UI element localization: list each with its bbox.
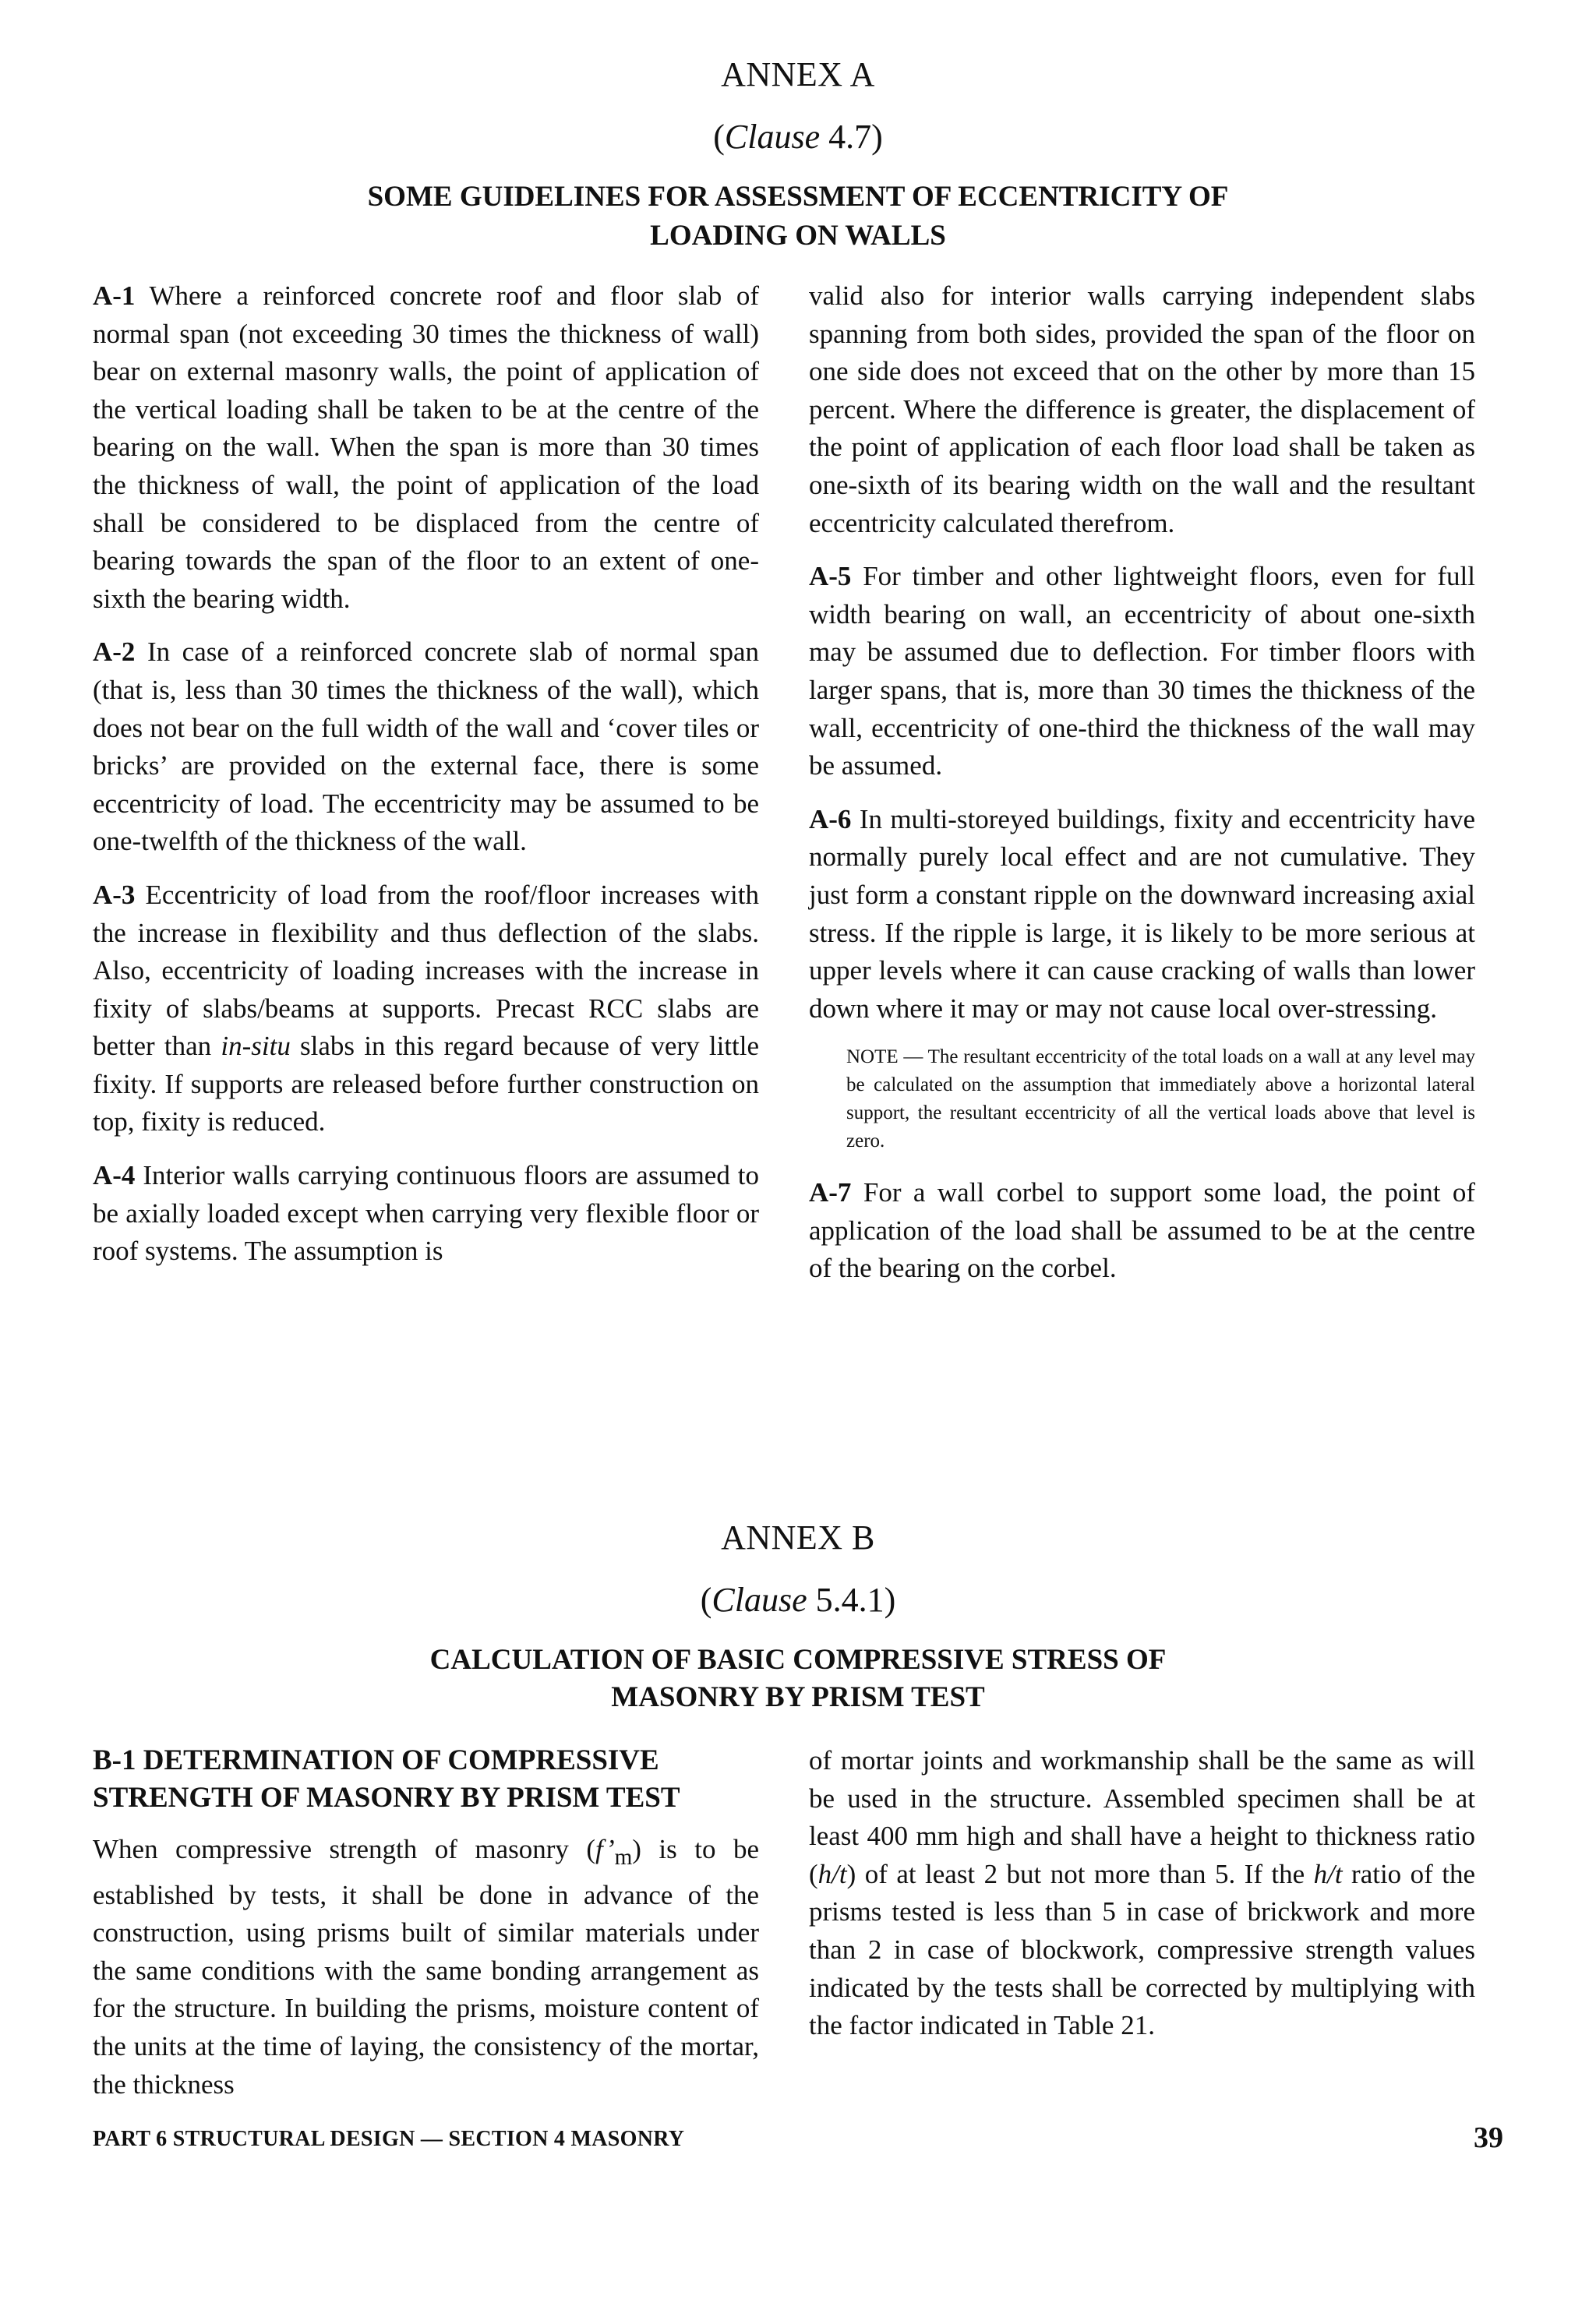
b1-cont-1: of mortar joints and workmanship shall be the same as will be used in the structure. Assembled specimen shall be at least 400 mm high and shall have a height to thickness ratio ( xyxy=(809,1745,1475,1889)
clause-a2-text: In case of a reinforced concrete slab of normal span (that is, less than 30 times the thickness of the wall), which does not bear on the full width of the wall and ‘cover tiles or bricks’ are provided on the external face, there is some eccentricity of load. The eccentricity may be assumed to be one-twelfth of the thickness of the wall. xyxy=(93,637,760,857)
annex-a-clause: (Clause 4.7) xyxy=(713,118,883,156)
b1-symbol: f’ xyxy=(595,1834,615,1864)
annex-a-left-column xyxy=(93,277,759,1286)
clause-a5-number: A-5 xyxy=(809,561,852,592)
b1-cont-2: ) of at least 2 but not more than 5. If the xyxy=(846,1858,1305,1889)
paragraph-b1 xyxy=(93,1831,759,2104)
clause-word: Clause xyxy=(724,118,821,156)
clause-a4-text: Interior walls carrying continuous floors are assumed to be axially loaded except when carrying very flexible floor or roof systems. The assumption is xyxy=(93,1160,759,1267)
clause-a6-number: A-6 xyxy=(809,803,852,834)
annex-b-right-column xyxy=(809,1742,1475,2061)
annex-a-right-column xyxy=(809,277,1475,1303)
annex-b-heading-line1: CALCULATION OF BASIC COMPRESSIVE STRESS OF xyxy=(429,1644,1167,1676)
b1-cont-3: ratio of the prisms tested is less than 5 in case of brickwork and more than 2 in case of blockwork, compressive strength values indicated by the tests shall be corrected by multiplying with the factor indicated in Table 21. xyxy=(809,1858,1475,2041)
note-text: NOTE — The resultant eccentricity of the total loads on a wall at any level may be calculated on the assumption that immediately above a horizontal lateral support, the resultant eccentricity of all the vertical loads above that level is zero. xyxy=(846,1046,1475,1152)
paragraph-a2 xyxy=(93,633,759,861)
b1-heading-line1: B-1 DETERMINATION OF COMPRESSIVE xyxy=(93,1744,659,1776)
clause-a6-text: In multi-storeyed buildings, fixity and eccentricity have normally purely local effect and are not cumulative. They just form a constant ripple on the downward increasing axial stress. If the ripple is large, it is likely to be more serious at upper levels where it can cause cracking of walls than lower down where it may or may not cause local over-stressing. xyxy=(809,803,1475,1024)
clause-a3-text-1: Eccentricity of load from the roof/floor increases with the increase in flexibility and thus deflection of the slabs. Also, eccentricity of loading increases with the increase in fixity of slabs/beams at supports. Precast RCC slabs are better than xyxy=(93,879,759,1062)
paragraph-a3 xyxy=(93,876,759,1141)
paragraph-a4 xyxy=(93,1157,759,1271)
paragraph-a6 xyxy=(809,801,1475,1028)
clause-a3-italic: in-situ xyxy=(221,1031,291,1062)
clause-a1-text: Where a reinforced concrete roof and floor slab of normal span (not exceeding 30 times the thickness of wall) bear on external masonry walls, the point of application of the vertical loading shall be taken to be at the centre of the bearing on the wall. When the span is more than 30 times the thickness of wall, the point of application of the load shall be considered to be displaced from the centre of bearing towards the span of the floor to an extent of one-sixth the bearing width. xyxy=(93,280,759,614)
clause-number: 5.4.1 xyxy=(815,1581,885,1619)
paragraph-a7 xyxy=(809,1174,1475,1288)
annex-b-left-column xyxy=(93,1742,759,2119)
annex-a-heading-line1: SOME GUIDELINES FOR ASSESSMENT OF ECCENTRICITY OF xyxy=(367,181,1229,213)
paragraph-a1 xyxy=(93,277,759,618)
annex-b-clause: (Clause 5.4.1) xyxy=(700,1581,896,1619)
b1-heading xyxy=(93,1742,759,1817)
b1-heading-line2: STRENGTH OF MASONRY BY PRISM TEST xyxy=(93,1782,680,1814)
clause-a1-number: A-1 xyxy=(93,280,136,311)
clause-a7-text: For a wall corbel to support some load, the point of application of the load shall be assumed to be at the centre of the bearing on the corbel. xyxy=(809,1177,1476,1284)
annex-b-title: ANNEX B xyxy=(721,1518,875,1557)
clause-a3-text-2: slabs in this regard because of very little fixity. If supports are released before further construction on top, fixity is reduced. xyxy=(93,1031,759,1137)
paragraph-a5 xyxy=(809,558,1475,785)
annex-b-heading-line2: MASONRY BY PRISM TEST xyxy=(611,1681,985,1713)
b1-text-2: ) is to be established by tests, it shall be done in advance of the construction, using prisms built of similar materials under the same conditions with the same bonding arrangement as for the structure. In building the prisms, moisture content of the units at the time of laying, the consistency of the mortar, the thickness xyxy=(93,1834,759,2100)
paragraph-a4-continued: valid also for interior walls carrying independent slabs spanning from both sides, provided the span of the floor on one side does not exceed that on the other by more than 15 percent. Where the difference is greater, the displacement of the point of application of each floor load shall be taken as one-sixth of its bearing width on the wall and the resultant eccentricity calculated therefrom. xyxy=(809,280,1475,538)
clause-word: Clause xyxy=(711,1581,807,1619)
annex-a-heading-line2: LOADING ON WALLS xyxy=(650,220,946,252)
b1-text-1: When compressive strength of masonry ( xyxy=(93,1834,596,1864)
clause-a7-number: A-7 xyxy=(809,1177,852,1208)
clause-a3-number: A-3 xyxy=(93,879,136,910)
clause-a4-number: A-4 xyxy=(93,1160,136,1191)
page-number: 39 xyxy=(1474,2121,1503,2154)
clause-a5-text: For timber and other lightweight floors, even for full width bearing on wall, an eccentricity of about one-sixth may be assumed due to deflection. For timber floors with larger spans, that is, more than 30 times the thickness of the wall, eccentricity of one-third the thickness of the wall may be assumed. xyxy=(809,561,1475,781)
annex-a-title: ANNEX A xyxy=(721,55,875,93)
b1-subscript: m xyxy=(614,1845,633,1870)
paragraph-b1-continued xyxy=(809,1742,1475,2045)
b1-ratio-2: h/t xyxy=(1313,1858,1343,1889)
b1-ratio: h/t xyxy=(817,1858,847,1889)
clause-number: 4.7 xyxy=(828,118,872,156)
footer-section-label: PART 6 STRUCTURAL DESIGN — SECTION 4 MASONRY xyxy=(93,2127,685,2151)
clause-a2-number: A-2 xyxy=(93,637,136,668)
